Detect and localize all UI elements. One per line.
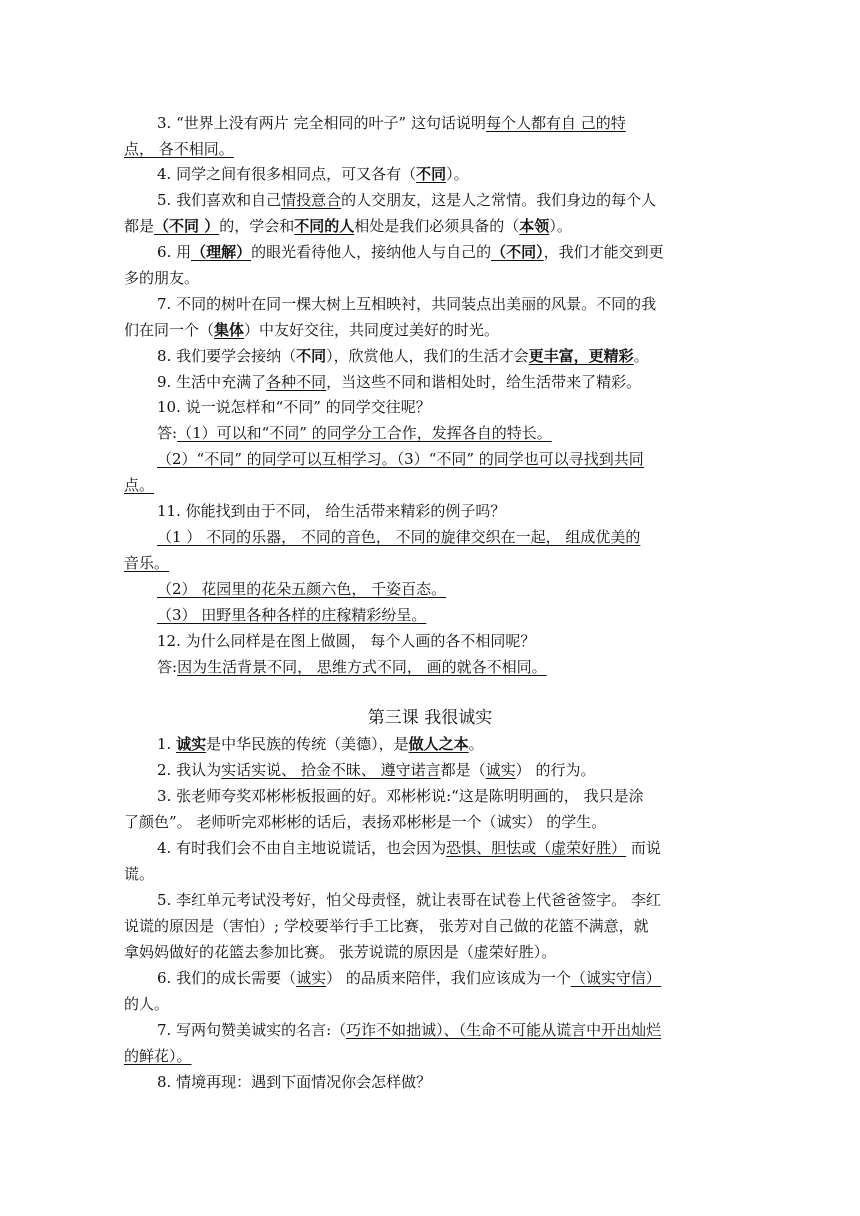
- text-line: [157, 371, 740, 393]
- text-line: [157, 526, 740, 548]
- underlined-answer: 不同: [416, 165, 447, 183]
- underlined-answer: （1）可以和“不同” 的同学分工合作，发挥各自的特长。: [177, 424, 552, 442]
- text-line: [124, 215, 740, 237]
- text-line: [157, 733, 740, 755]
- text-line: [124, 267, 740, 289]
- text-segment: 是中华民族的传统（美德），是: [206, 735, 409, 753]
- text-line: [124, 319, 740, 341]
- text-line: [157, 656, 740, 678]
- underlined-answer: 情投意合: [281, 191, 342, 209]
- text-segment: 1.: [157, 735, 177, 753]
- underlined-answer: （1 ） 不同的乐器， 不同的音色， 不同的旋律交织在一起， 组成优美的: [157, 528, 641, 546]
- text-line: [124, 993, 740, 1015]
- text-line: [124, 811, 740, 833]
- underlined-answer: 各种不同: [266, 373, 327, 391]
- underlined-answer: 点。: [124, 476, 155, 494]
- text-line: [157, 630, 740, 652]
- text-segment: 不同: [296, 347, 327, 365]
- underlined-answer: （2）“不同” 的同学可以互相学习。（3）“不同” 的同学也可以寻找到共同: [157, 450, 644, 468]
- text-segment: ）。: [549, 217, 572, 235]
- text-line: [124, 138, 740, 160]
- text-segment: 们在同一个（: [124, 321, 215, 339]
- underlined-answer: 恐惧、胆怯或（虚荣好胜）: [446, 839, 627, 857]
- underlined-answer: 做人之本: [408, 735, 469, 753]
- text-segment: ，当这些不同和谐相处时，给生活带来了精彩。: [326, 373, 642, 391]
- text-line: [124, 915, 740, 937]
- text-segment: 都是（: [440, 761, 486, 779]
- text-segment: 3. 张老师夸奖邓彬彬板报画的好。邓彬彬说:“这是陈明明画的， 我只是涂: [157, 787, 644, 805]
- text-segment: 5. 我们喜欢和自己: [157, 191, 282, 209]
- text-segment: ） 的品质来陪伴，我们应该成为一个: [326, 969, 571, 987]
- text-segment: ，我们才能交到更: [543, 243, 664, 261]
- underlined-answer: （2） 花园里的花朵五颜六色， 千姿百态。: [157, 580, 447, 598]
- text-line: [157, 345, 740, 367]
- text-line: [157, 422, 740, 444]
- text-line: [157, 241, 740, 263]
- text-segment: 5. 李红单元考试没考好，怕父母责怪，就让表哥在试卷上代爸爸签字。 李红: [157, 891, 661, 909]
- text-segment: 说谎的原因是（害怕）; 学校要举行手工比赛， 张芳对自己做的花篮不满意，就: [124, 917, 649, 935]
- underlined-answer: （3） 田野里各种各样的庄稼精彩纷呈。: [157, 606, 427, 624]
- text-segment: 拿妈妈做好的花篮去参加比赛。 张芳说谎的原因是（虚荣好胜）。: [124, 943, 557, 961]
- underlined-answer: 点， 各不相同。: [124, 140, 234, 158]
- text-segment: 7. 不同的树叶在同一棵大树上互相映衬，共同装点出美丽的风景。不同的我: [157, 295, 657, 313]
- text-segment: 谎。: [124, 865, 155, 883]
- text-segment: 12. 为什么同样是在图上做圆， 每个人画的各不相同呢？: [157, 632, 536, 650]
- text-segment: 的人。: [124, 995, 170, 1013]
- text-line: [157, 1019, 740, 1041]
- underlined-answer: 诚实: [485, 761, 516, 779]
- underlined-answer: 不同的人: [294, 217, 355, 235]
- underlined-answer: 因为生活背景不同， 思维方式不同， 画的就各不相同。: [177, 658, 547, 676]
- text-segment: 答:: [157, 424, 178, 442]
- underlined-answer: （不同 ）: [154, 217, 220, 235]
- text-segment: 11. 你能找到由于不同， 给生活带来精彩的例子吗？: [157, 502, 506, 520]
- text-segment: 答:: [157, 658, 178, 676]
- text-segment: 3. “世界上没有两片 完全相同的叶子” 这句话说明: [157, 114, 486, 132]
- text-segment: 了颜色”。 老师听完邓彬彬的话后，表扬邓彬彬是一个（诚实） 的学生。: [124, 813, 607, 831]
- underlined-answer: 每个人都有自 己的特: [485, 114, 626, 132]
- text-segment: ），欣赏他人，我们的生活才会: [326, 347, 529, 365]
- text-line: [157, 500, 740, 522]
- underlined-answer: 集体: [214, 321, 245, 339]
- text-line: [157, 759, 740, 781]
- underlined-answer: （诚实守信）: [570, 969, 661, 987]
- text-line: [157, 967, 740, 989]
- text-line: [124, 474, 740, 496]
- underlined-answer: 诚实: [176, 735, 207, 753]
- text-segment: 7. 写两句赞美诚实的名言:（: [157, 1021, 347, 1039]
- text-segment: 8. 我们要学会接纳（: [157, 347, 297, 365]
- underlined-answer: 巧诈不如拙诚）、（生命不可能从谎言中开出灿烂: [346, 1021, 662, 1039]
- text-segment: 9. 生活中充满了: [157, 373, 267, 391]
- text-segment: 都是: [124, 217, 155, 235]
- text-line: [157, 293, 740, 315]
- text-line: [124, 941, 740, 963]
- text-line: [157, 578, 740, 600]
- text-line: [157, 189, 740, 211]
- text-line: [157, 785, 740, 807]
- text-segment: 而说: [626, 839, 661, 857]
- text-line: [157, 163, 740, 185]
- text-segment: 的眼光看待他人，接纳他人与自己的: [251, 243, 492, 261]
- text-line: [157, 112, 740, 134]
- text-line: [157, 448, 740, 470]
- text-segment: ）中友好交往，共同度过美好的时光。: [244, 321, 500, 339]
- underlined-answer: 更丰富，更精彩: [528, 347, 634, 365]
- underlined-answer: （理解）: [191, 243, 252, 261]
- underlined-answer: 音乐。: [124, 554, 170, 572]
- section-title: 第三课 我很诚实: [367, 708, 493, 728]
- text-segment: 的人交朋友，这是人之常情。我们身边的每个人: [341, 191, 657, 209]
- underlined-answer: 的鲜花）。: [124, 1047, 192, 1065]
- text-line: [157, 889, 740, 911]
- text-segment: 4. 同学之间有很多相同点，可又各有（: [157, 165, 417, 183]
- text-line: [157, 1071, 740, 1093]
- text-line: [124, 863, 740, 885]
- text-segment: 4. 有时我们会不由自主地说谎话，也会因为: [157, 839, 447, 857]
- text-segment: 6. 我们的成长需要（: [157, 969, 297, 987]
- text-line: [124, 552, 740, 574]
- text-segment: 2. 我认为: [157, 761, 222, 779]
- text-segment: 相处是我们必须具备的（: [354, 217, 520, 235]
- text-line: [157, 837, 740, 859]
- text-segment: 10. 说一说怎样和“不同” 的同学交往呢？: [157, 398, 431, 416]
- underlined-answer: 实话实说、 拾金不昧、 遵守诺言: [221, 761, 441, 779]
- text-segment: ）。: [446, 165, 469, 183]
- text-segment: 。: [633, 347, 649, 365]
- text-segment: 的，学会和: [219, 217, 295, 235]
- text-line: [124, 1045, 740, 1067]
- underlined-answer: 诚实: [296, 969, 327, 987]
- text-segment: ） 的行为。: [515, 761, 596, 779]
- text-line: [157, 396, 740, 418]
- text-segment: 多的朋友。: [124, 269, 200, 287]
- underlined-answer: 本领: [519, 217, 550, 235]
- underlined-answer: （不同）: [491, 243, 544, 261]
- text-segment: 6. 用: [157, 243, 192, 261]
- text-segment: 。: [468, 735, 484, 753]
- text-segment: 8. 情境再现：遇到下面情况你会怎样做？: [157, 1073, 432, 1091]
- text-line: [157, 604, 740, 626]
